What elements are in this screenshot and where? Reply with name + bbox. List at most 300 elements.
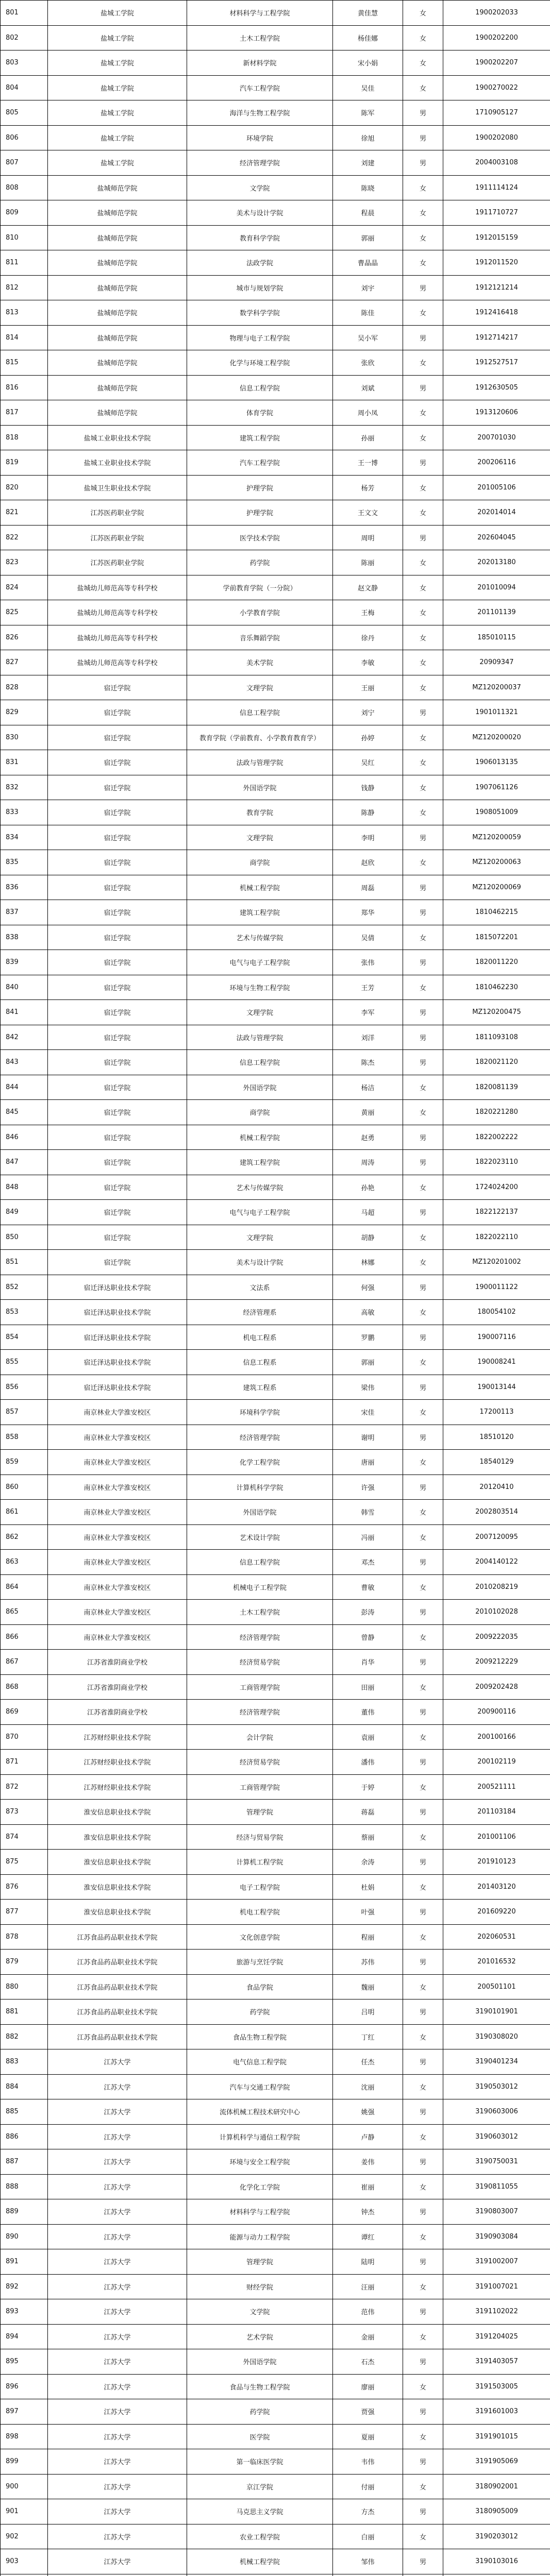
student-name-cell: 徐旭 xyxy=(333,125,403,150)
table-row xyxy=(1,1300,550,1325)
row-number-cell: 855 xyxy=(1,1350,48,1375)
school-cell: 江苏财经职业技术学院 xyxy=(48,1750,187,1775)
gender-cell: 女 xyxy=(403,2224,443,2249)
row-number-cell: 865 xyxy=(1,1600,48,1625)
table-row xyxy=(1,1225,550,1250)
table-row xyxy=(1,2274,550,2299)
row-number-cell: 888 xyxy=(1,2174,48,2199)
student-id-cell: 190007116 xyxy=(443,1325,550,1350)
student-name-cell: 袁丽 xyxy=(333,1724,403,1750)
table-row xyxy=(1,1600,550,1625)
table-row xyxy=(1,1874,550,1900)
student-name-cell: 卢静 xyxy=(333,2124,403,2149)
row-number-cell: 885 xyxy=(1,2099,48,2125)
school-cell: 江苏大学 xyxy=(48,2499,187,2524)
college-cell: 法政与管理学院 xyxy=(187,1025,333,1050)
school-cell: 江苏大学 xyxy=(48,2299,187,2325)
student-name-cell: 程晨 xyxy=(333,200,403,226)
student-name-cell: 陈晓 xyxy=(333,175,403,200)
student-id-cell: 201005106 xyxy=(443,475,550,500)
table-row xyxy=(1,1824,550,1850)
row-number-cell: 834 xyxy=(1,825,48,850)
school-cell: 南京林业大学淮安校区 xyxy=(48,1500,187,1525)
school-cell: 江苏食品药品职业技术学院 xyxy=(48,1950,187,1975)
college-cell: 信息工程学院 xyxy=(187,1050,333,1075)
school-cell: 盐城师范学院 xyxy=(48,200,187,226)
student-id-cell: 3191503005 xyxy=(443,2374,550,2399)
row-number-cell: 852 xyxy=(1,1275,48,1300)
gender-cell: 女 xyxy=(403,300,443,326)
school-cell: 淮安信息职业技术学院 xyxy=(48,1824,187,1850)
table-row xyxy=(1,725,550,750)
student-name-cell: 叶强 xyxy=(333,1900,403,1925)
gender-cell: 女 xyxy=(403,800,443,825)
college-cell: 商学院 xyxy=(187,850,333,875)
college-cell: 护理学院 xyxy=(187,500,333,526)
table-row xyxy=(1,750,550,775)
row-number-cell: 874 xyxy=(1,1824,48,1850)
row-number-cell: 839 xyxy=(1,950,48,975)
college-cell: 外国语学院 xyxy=(187,1075,333,1100)
table-row xyxy=(1,1,550,26)
student-id-cell: 1911114124 xyxy=(443,175,550,200)
gender-cell: 男 xyxy=(403,275,443,300)
school-cell: 宿迁学院 xyxy=(48,1250,187,1275)
gender-cell: 男 xyxy=(403,2449,443,2475)
college-cell: 汽车工程学院 xyxy=(187,75,333,100)
school-cell: 盐城师范学院 xyxy=(48,325,187,350)
school-cell: 南京林业大学淮安校区 xyxy=(48,1600,187,1625)
row-number-cell: 880 xyxy=(1,1974,48,1999)
college-cell: 经济管理学院 xyxy=(187,150,333,176)
gender-cell: 女 xyxy=(403,2374,443,2399)
student-id-cell: 1810462230 xyxy=(443,975,550,1000)
table-row xyxy=(1,1750,550,1775)
college-cell: 医学院 xyxy=(187,2424,333,2449)
school-cell: 江苏大学 xyxy=(48,2149,187,2175)
college-cell: 第一临床医学院 xyxy=(187,2449,333,2475)
school-cell: 江苏食品药品职业技术学院 xyxy=(48,2024,187,2049)
student-name-cell: 王文文 xyxy=(333,500,403,526)
student-name-cell: 李军 xyxy=(333,1000,403,1025)
table-row xyxy=(1,1974,550,1999)
college-cell: 音乐舞蹈学院 xyxy=(187,625,333,650)
student-id-cell: 1912630505 xyxy=(443,375,550,400)
table-row xyxy=(1,2449,550,2475)
gender-cell: 女 xyxy=(403,2174,443,2199)
school-cell: 宿迁学院 xyxy=(48,1025,187,1050)
student-name-cell: 程丽 xyxy=(333,1924,403,1950)
school-cell: 江苏大学 xyxy=(48,2474,187,2499)
college-cell: 信息工程学院 xyxy=(187,1550,333,1575)
table-row xyxy=(1,325,550,350)
student-name-cell: 曾静 xyxy=(333,1624,403,1650)
college-cell: 新材料学院 xyxy=(187,50,333,76)
student-name-cell: 杨佳娜 xyxy=(333,25,403,50)
gender-cell: 女 xyxy=(403,175,443,200)
college-cell: 环境科学学院 xyxy=(187,1400,333,1425)
school-cell: 江苏大学 xyxy=(48,2374,187,2399)
student-id-cell: 3191007021 xyxy=(443,2274,550,2299)
row-number-cell: 806 xyxy=(1,125,48,150)
row-number-cell: 818 xyxy=(1,425,48,450)
student-id-cell: 201010094 xyxy=(443,575,550,600)
student-id-cell: 3191901015 xyxy=(443,2424,550,2449)
student-name-cell: 唐丽 xyxy=(333,1450,403,1475)
row-number-cell: 856 xyxy=(1,1375,48,1400)
student-name-cell: 陈军 xyxy=(333,100,403,126)
table-row xyxy=(1,850,550,875)
student-id-cell: 3191905069 xyxy=(443,2449,550,2475)
gender-cell: 男 xyxy=(403,1650,443,1675)
student-id-cell: 1912416418 xyxy=(443,300,550,326)
school-cell: 江苏大学 xyxy=(48,2124,187,2149)
student-id-cell: 1900202200 xyxy=(443,25,550,50)
college-cell: 计算机科学与通信工程学院 xyxy=(187,2124,333,2149)
row-number-cell: 896 xyxy=(1,2374,48,2399)
student-name-cell: 丁红 xyxy=(333,2024,403,2049)
school-cell: 江苏大学 xyxy=(48,2224,187,2249)
table-row xyxy=(1,825,550,850)
school-cell: 盐城幼儿师范高等专科学校 xyxy=(48,625,187,650)
student-id-cell: 1900202207 xyxy=(443,50,550,76)
college-cell: 外国语学院 xyxy=(187,775,333,800)
school-cell: 江苏大学 xyxy=(48,2049,187,2075)
student-id-cell: 190013144 xyxy=(443,1375,550,1400)
gender-cell: 女 xyxy=(403,2524,443,2549)
college-cell: 艺术设计学院 xyxy=(187,1524,333,1550)
student-id-cell: MZ120200069 xyxy=(443,875,550,900)
student-name-cell: 吴小军 xyxy=(333,325,403,350)
college-cell: 机械工程学院 xyxy=(187,2549,333,2574)
row-number-cell: 872 xyxy=(1,1774,48,1800)
gender-cell: 女 xyxy=(403,850,443,875)
student-name-cell: 姜伟 xyxy=(333,2149,403,2175)
row-number-cell: 824 xyxy=(1,575,48,600)
school-cell: 宿迁学院 xyxy=(48,1150,187,1175)
college-cell: 教育学院（学前教育、小学教育教育学） xyxy=(187,725,333,750)
college-cell: 经济管理学院 xyxy=(187,1624,333,1650)
gender-cell: 女 xyxy=(403,1524,443,1550)
student-name-cell: 贾强 xyxy=(333,2399,403,2425)
school-cell: 宿迁泽达职业技术学院 xyxy=(48,1275,187,1300)
student-id-cell: MZ120200020 xyxy=(443,725,550,750)
student-name-cell: 王丽 xyxy=(333,675,403,700)
college-cell: 材料科学与工程学院 xyxy=(187,1,333,26)
table-row xyxy=(1,2174,550,2199)
school-cell: 江苏财经职业技术学院 xyxy=(48,1724,187,1750)
table-row xyxy=(1,1200,550,1225)
school-cell: 江苏食品药品职业技术学院 xyxy=(48,1999,187,2025)
student-id-cell: 200900116 xyxy=(443,1700,550,1725)
row-number-cell: 801 xyxy=(1,1,48,26)
college-cell: 教育科学学院 xyxy=(187,225,333,250)
student-name-cell: 王梅 xyxy=(333,600,403,625)
row-number-cell: 851 xyxy=(1,1250,48,1275)
gender-cell: 女 xyxy=(403,725,443,750)
row-number-cell: 859 xyxy=(1,1450,48,1475)
row-number-cell: 845 xyxy=(1,1100,48,1125)
college-cell: 小学教育学院 xyxy=(187,600,333,625)
college-cell: 食品生物工程学院 xyxy=(187,2024,333,2049)
gender-cell: 女 xyxy=(403,925,443,950)
school-cell: 宿迁泽达职业技术学院 xyxy=(48,1350,187,1375)
student-name-cell: 周小凤 xyxy=(333,400,403,426)
student-name-cell: 刘宁 xyxy=(333,700,403,725)
college-cell: 商学院 xyxy=(187,1100,333,1125)
row-number-cell: 804 xyxy=(1,75,48,100)
table-row xyxy=(1,1250,550,1275)
table-row xyxy=(1,1500,550,1525)
school-cell: 淮安信息职业技术学院 xyxy=(48,1850,187,1875)
gender-cell: 女 xyxy=(403,400,443,426)
gender-cell: 男 xyxy=(403,1999,443,2025)
school-cell: 江苏大学 xyxy=(48,2399,187,2425)
student-name-cell: 沈丽 xyxy=(333,2074,403,2099)
student-id-cell: 2009222035 xyxy=(443,1624,550,1650)
college-cell: 艺术学院 xyxy=(187,2324,333,2349)
table-row xyxy=(1,1700,550,1725)
student-name-cell: 吴佳 xyxy=(333,75,403,100)
gender-cell: 女 xyxy=(403,2124,443,2149)
school-cell: 盐城师范学院 xyxy=(48,300,187,326)
gender-cell: 女 xyxy=(403,1450,443,1475)
table-row xyxy=(1,75,550,100)
student-name-cell: 石杰 xyxy=(333,2349,403,2375)
college-cell: 机械工程学院 xyxy=(187,1125,333,1150)
school-cell: 盐城师范学院 xyxy=(48,350,187,376)
school-cell: 南京林业大学淮安校区 xyxy=(48,1400,187,1425)
student-name-cell: 崔丽 xyxy=(333,2174,403,2199)
row-number-cell: 832 xyxy=(1,775,48,800)
table-row xyxy=(1,1674,550,1700)
student-id-cell: 1900202080 xyxy=(443,125,550,150)
student-name-cell: 郭丽 xyxy=(333,225,403,250)
table-row xyxy=(1,875,550,900)
table-row xyxy=(1,400,550,426)
student-name-cell: 刘宇 xyxy=(333,275,403,300)
college-cell: 财经学院 xyxy=(187,2274,333,2299)
table-row xyxy=(1,350,550,376)
gender-cell: 女 xyxy=(403,2074,443,2099)
student-name-cell: 钱静 xyxy=(333,775,403,800)
row-number-cell: 805 xyxy=(1,100,48,126)
table-row xyxy=(1,575,550,600)
table-row xyxy=(1,1475,550,1500)
table-row xyxy=(1,2199,550,2225)
school-cell: 江苏财经职业技术学院 xyxy=(48,1774,187,1800)
student-id-cell: 3190308020 xyxy=(443,2024,550,2049)
school-cell: 宿迁泽达职业技术学院 xyxy=(48,1375,187,1400)
student-id-cell: 201103184 xyxy=(443,1800,550,1825)
school-cell: 盐城工学院 xyxy=(48,1,187,26)
college-cell: 文理学院 xyxy=(187,675,333,700)
school-cell: 宿迁学院 xyxy=(48,775,187,800)
row-number-cell: 819 xyxy=(1,450,48,476)
row-number-cell: 833 xyxy=(1,800,48,825)
table-row xyxy=(1,1125,550,1150)
student-id-cell: 3190103016 xyxy=(443,2549,550,2574)
student-id-cell: MZ120200063 xyxy=(443,850,550,875)
row-number-cell: 826 xyxy=(1,625,48,650)
student-name-cell: 刘洋 xyxy=(333,1025,403,1050)
gender-cell: 男 xyxy=(403,825,443,850)
gender-cell: 男 xyxy=(403,2499,443,2524)
student-name-cell: 肖华 xyxy=(333,1650,403,1675)
school-cell: 江苏大学 xyxy=(48,2349,187,2375)
college-cell: 土木工程学院 xyxy=(187,1600,333,1625)
school-cell: 淮安信息职业技术学院 xyxy=(48,1874,187,1900)
gender-cell: 女 xyxy=(403,675,443,700)
row-number-cell: 807 xyxy=(1,150,48,176)
row-number-cell: 816 xyxy=(1,375,48,400)
student-name-cell: 金丽 xyxy=(333,2324,403,2349)
student-name-cell: 廖丽 xyxy=(333,2374,403,2399)
student-name-cell: 潘伟 xyxy=(333,1750,403,1775)
gender-cell: 女 xyxy=(403,475,443,500)
school-cell: 江苏大学 xyxy=(48,2099,187,2125)
college-cell: 文法系 xyxy=(187,1275,333,1300)
school-cell: 南京林业大学淮安校区 xyxy=(48,1475,187,1500)
school-cell: 宿迁学院 xyxy=(48,750,187,775)
row-number-cell: 868 xyxy=(1,1674,48,1700)
student-name-cell: 徐丹 xyxy=(333,625,403,650)
table-row xyxy=(1,2299,550,2325)
school-cell: 江苏大学 xyxy=(48,2074,187,2099)
school-cell: 宿迁学院 xyxy=(48,1125,187,1150)
college-cell: 机械电子工程学院 xyxy=(187,1574,333,1600)
gender-cell: 男 xyxy=(403,1025,443,1050)
row-number-cell: 853 xyxy=(1,1300,48,1325)
student-id-cell: 1710905127 xyxy=(443,100,550,126)
student-id-cell: 1820221280 xyxy=(443,1100,550,1125)
gender-cell: 女 xyxy=(403,1,443,26)
table-row xyxy=(1,1924,550,1950)
row-number-cell: 837 xyxy=(1,900,48,925)
gender-cell: 女 xyxy=(403,750,443,775)
student-id-cell: 1908051009 xyxy=(443,800,550,825)
gender-cell: 女 xyxy=(403,250,443,276)
school-cell: 盐城师范学院 xyxy=(48,275,187,300)
gender-cell: 女 xyxy=(403,975,443,1000)
gender-cell: 男 xyxy=(403,1800,443,1825)
student-name-cell: 郭丽 xyxy=(333,1350,403,1375)
student-id-cell: 202013180 xyxy=(443,550,550,575)
gender-cell: 男 xyxy=(403,325,443,350)
school-cell: 宿迁学院 xyxy=(48,1225,187,1250)
student-id-cell: 3190503012 xyxy=(443,2074,550,2099)
school-cell: 江苏食品药品职业技术学院 xyxy=(48,1924,187,1950)
row-number-cell: 838 xyxy=(1,925,48,950)
student-id-cell xyxy=(443,2574,550,2576)
student-name-cell: 周明 xyxy=(333,525,403,550)
row-number-cell: 822 xyxy=(1,525,48,550)
table-row xyxy=(1,1100,550,1125)
table-row xyxy=(1,1550,550,1575)
gender-cell: 男 xyxy=(403,2349,443,2375)
row-number-cell: 893 xyxy=(1,2299,48,2325)
student-id-cell: 20909347 xyxy=(443,650,550,675)
table-row xyxy=(1,1524,550,1550)
school-cell: 南京林业大学淮安校区 xyxy=(48,1624,187,1650)
gender-cell: 女 xyxy=(403,500,443,526)
student-id-cell: 3191204025 xyxy=(443,2324,550,2349)
student-name-cell: 冯丽 xyxy=(333,1524,403,1550)
table-row xyxy=(1,100,550,126)
gender-cell: 男 xyxy=(403,100,443,126)
college-cell: 经济管理学院 xyxy=(187,1425,333,1450)
row-number-cell: 821 xyxy=(1,500,48,526)
student-name-cell: 曹敏 xyxy=(333,1574,403,1600)
gender-cell: 男 xyxy=(403,1000,443,1025)
gender-cell: 女 xyxy=(403,350,443,376)
student-id-cell: MZ120200037 xyxy=(443,675,550,700)
table-row xyxy=(1,1450,550,1475)
student-name-cell: 蒋磊 xyxy=(333,1800,403,1825)
table-row xyxy=(1,1574,550,1600)
school-cell: 南京林业大学淮安校区 xyxy=(48,1425,187,1450)
school-cell: 宿迁学院 xyxy=(48,1175,187,1200)
student-id-cell: 2009212229 xyxy=(443,1650,550,1675)
table-row xyxy=(1,2524,550,2549)
table-row xyxy=(1,675,550,700)
school-cell: 盐城师范学院 xyxy=(48,225,187,250)
student-name-cell: 郑华 xyxy=(333,900,403,925)
table-row xyxy=(1,800,550,825)
gender-cell: 男 xyxy=(403,2099,443,2125)
student-name-cell: 何强 xyxy=(333,1275,403,1300)
gender-cell: 女 xyxy=(403,625,443,650)
row-number-cell: 892 xyxy=(1,2274,48,2299)
college-cell: 食品与生物工程学院 xyxy=(187,2374,333,2399)
student-name-cell: 胡静 xyxy=(333,1225,403,1250)
student-name-cell: 林娜 xyxy=(333,1250,403,1275)
table-row xyxy=(1,300,550,326)
gender-cell: 女 xyxy=(403,50,443,76)
college-cell: 美术学院 xyxy=(187,650,333,675)
row-number-cell: 857 xyxy=(1,1400,48,1425)
school-cell: 宿迁学院 xyxy=(48,1200,187,1225)
gender-cell: 男 xyxy=(403,450,443,476)
student-name-cell: 周涛 xyxy=(333,1150,403,1175)
table-row xyxy=(1,1025,550,1050)
student-name-cell: 孙丽 xyxy=(333,425,403,450)
table-row xyxy=(1,200,550,226)
student-id-cell: 1820011220 xyxy=(443,950,550,975)
table-row xyxy=(1,1150,550,1175)
gender-cell xyxy=(403,2574,443,2576)
college-cell: 美术与设计学院 xyxy=(187,1250,333,1275)
table-row xyxy=(1,2424,550,2449)
student-name-cell xyxy=(333,2574,403,2576)
gender-cell: 女 xyxy=(403,2024,443,2049)
gender-cell: 女 xyxy=(403,1874,443,1900)
student-id-cell: 3190811055 xyxy=(443,2174,550,2199)
row-number-cell: 866 xyxy=(1,1624,48,1650)
student-id-cell: 201101139 xyxy=(443,600,550,625)
student-id-cell: 1820021120 xyxy=(443,1050,550,1075)
school-cell: 盐城工业职业技术学院 xyxy=(48,425,187,450)
student-id-cell: 1913120606 xyxy=(443,400,550,426)
college-cell: 药学院 xyxy=(187,550,333,575)
table-row xyxy=(1,1900,550,1925)
student-name-cell: 宋佳 xyxy=(333,1400,403,1425)
row-number-cell: 860 xyxy=(1,1475,48,1500)
college-cell: 药学院 xyxy=(187,2399,333,2425)
school-cell: 宿迁学院 xyxy=(48,1050,187,1075)
row-number-cell: 849 xyxy=(1,1200,48,1225)
student-id-cell: 1907061126 xyxy=(443,775,550,800)
